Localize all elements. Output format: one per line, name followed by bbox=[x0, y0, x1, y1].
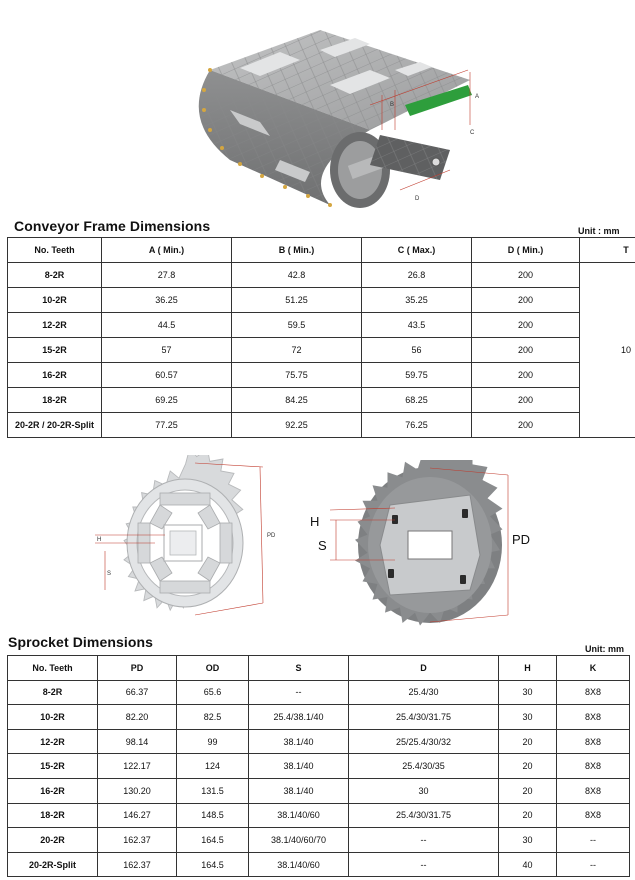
sprocket-front-image bbox=[85, 455, 300, 630]
table-cell: -- bbox=[557, 828, 630, 853]
dim-label-c: C bbox=[470, 130, 475, 136]
table-cell: 38.1/40 bbox=[249, 729, 349, 754]
header-cell: H bbox=[499, 656, 557, 681]
table-cell: 36.25 bbox=[102, 288, 232, 313]
teeth-cell: 18-2R bbox=[8, 388, 102, 413]
table-cell: 38.1/40/60 bbox=[249, 852, 349, 877]
table-cell: 82.5 bbox=[177, 705, 249, 730]
table-cell: 60.57 bbox=[102, 363, 232, 388]
table-cell: 82.20 bbox=[98, 705, 177, 730]
table-cell: 131.5 bbox=[177, 778, 249, 803]
table-cell: 200 bbox=[472, 338, 580, 363]
header-cell: No. Teeth bbox=[8, 656, 98, 681]
header-cell: No. Teeth bbox=[8, 238, 102, 263]
table-cell: 98.14 bbox=[98, 729, 177, 754]
frame-section-title: Conveyor Frame Dimensions bbox=[14, 218, 211, 234]
teeth-cell: 10-2R bbox=[8, 288, 102, 313]
table-cell: 25.4/30/31.75 bbox=[349, 803, 499, 828]
teeth-cell: 18-2R bbox=[8, 803, 98, 828]
table-row bbox=[8, 680, 630, 705]
table-cell: 25.4/30/31.75 bbox=[349, 705, 499, 730]
table-cell: 38.1/40/60 bbox=[249, 803, 349, 828]
table-cell: 146.27 bbox=[98, 803, 177, 828]
table-cell: 124 bbox=[177, 754, 249, 779]
table-row bbox=[8, 263, 635, 288]
table-row bbox=[8, 803, 630, 828]
sprocket-section-title: Sprocket Dimensions bbox=[8, 634, 154, 650]
table-row bbox=[8, 729, 630, 754]
table-cell: 148.5 bbox=[177, 803, 249, 828]
table-cell: 84.25 bbox=[232, 388, 362, 413]
teeth-cell: 10-2R bbox=[8, 705, 98, 730]
teeth-cell: 15-2R bbox=[8, 338, 102, 363]
header-cell: OD bbox=[177, 656, 249, 681]
table-cell: 92.25 bbox=[232, 413, 362, 438]
table-cell: 25/25.4/30/32 bbox=[349, 729, 499, 754]
dim-label-s-small: S bbox=[107, 571, 112, 577]
table-cell: 200 bbox=[472, 263, 580, 288]
dim-label-h-small: H bbox=[97, 537, 102, 543]
table-cell: 44.5 bbox=[102, 313, 232, 338]
table-cell: 51.25 bbox=[232, 288, 362, 313]
table-cell: 8X8 bbox=[557, 680, 630, 705]
table-cell: 25.4/30 bbox=[349, 680, 499, 705]
table-cell: 68.25 bbox=[362, 388, 472, 413]
table-cell: -- bbox=[349, 828, 499, 853]
header-cell: A ( Min.) bbox=[102, 238, 232, 263]
table-cell: 69.25 bbox=[102, 388, 232, 413]
table-cell: 43.5 bbox=[362, 313, 472, 338]
table-cell: 57 bbox=[102, 338, 232, 363]
table-cell: 30 bbox=[499, 680, 557, 705]
table-row bbox=[8, 288, 635, 313]
teeth-cell: 20-2R / 20-2R-Split bbox=[8, 413, 102, 438]
table-row bbox=[8, 313, 635, 338]
table-cell: 162.37 bbox=[98, 852, 177, 877]
teeth-cell: 16-2R bbox=[8, 778, 98, 803]
table-cell: 76.25 bbox=[362, 413, 472, 438]
table-row bbox=[8, 778, 630, 803]
teeth-cell: 15-2R bbox=[8, 754, 98, 779]
table-cell: 200 bbox=[472, 413, 580, 438]
sprocket-unit-label: Unit: mm bbox=[585, 644, 624, 654]
table-cell: -- bbox=[349, 852, 499, 877]
frame-dimensions-table bbox=[7, 237, 635, 438]
conveyor-belt-image bbox=[170, 10, 490, 220]
table-cell: -- bbox=[557, 852, 630, 877]
teeth-cell: 12-2R bbox=[8, 729, 98, 754]
table-cell: 56 bbox=[362, 338, 472, 363]
table-row bbox=[8, 413, 635, 438]
teeth-cell: 16-2R bbox=[8, 363, 102, 388]
teeth-cell: 8-2R bbox=[8, 680, 98, 705]
table-cell: 200 bbox=[472, 288, 580, 313]
dim-label-pd-small: PD bbox=[267, 533, 276, 539]
table-cell: 20 bbox=[499, 729, 557, 754]
header-cell: T bbox=[580, 238, 635, 263]
table-row bbox=[8, 338, 635, 363]
table-cell: 77.25 bbox=[102, 413, 232, 438]
table-cell: 42.8 bbox=[232, 263, 362, 288]
table-row bbox=[8, 388, 635, 413]
table-cell: 122.17 bbox=[98, 754, 177, 779]
dim-label-s: S bbox=[318, 538, 327, 553]
table-cell: 164.5 bbox=[177, 852, 249, 877]
header-cell: PD bbox=[98, 656, 177, 681]
table-cell: 30 bbox=[499, 828, 557, 853]
table-row bbox=[8, 705, 630, 730]
table-cell: 38.1/40/60/70 bbox=[249, 828, 349, 853]
table-cell: 35.25 bbox=[362, 288, 472, 313]
table-cell: 130.20 bbox=[98, 778, 177, 803]
dim-label-h: H bbox=[310, 514, 320, 529]
table-row bbox=[8, 828, 630, 853]
table-cell: 27.8 bbox=[102, 263, 232, 288]
dim-label-d: D bbox=[415, 196, 420, 202]
table-cell: 8X8 bbox=[557, 778, 630, 803]
table-cell: 8X8 bbox=[557, 803, 630, 828]
table-cell: 20 bbox=[499, 778, 557, 803]
dim-label-b: B bbox=[390, 102, 395, 108]
table-cell: 200 bbox=[472, 313, 580, 338]
table-cell: 200 bbox=[472, 388, 580, 413]
dim-label-a: A bbox=[475, 94, 480, 100]
table-cell: 8X8 bbox=[557, 705, 630, 730]
teeth-cell: 20-2R-Split bbox=[8, 852, 98, 877]
dim-label-pd: PD bbox=[512, 532, 531, 547]
sprocket-back-image bbox=[300, 460, 545, 630]
table-header-row bbox=[8, 656, 630, 681]
sprocket-dimensions-table bbox=[7, 655, 630, 877]
table-header-row bbox=[8, 238, 635, 263]
table-cell: 59.75 bbox=[362, 363, 472, 388]
table-row bbox=[8, 363, 635, 388]
table-cell: 66.37 bbox=[98, 680, 177, 705]
table-cell: 65.6 bbox=[177, 680, 249, 705]
table-cell: 200 bbox=[472, 363, 580, 388]
header-cell: B ( Min.) bbox=[232, 238, 362, 263]
table-cell: 8X8 bbox=[557, 729, 630, 754]
header-cell: C ( Max.) bbox=[362, 238, 472, 263]
table-cell: 25.4/30/35 bbox=[349, 754, 499, 779]
table-cell: 30 bbox=[499, 705, 557, 730]
table-cell: 20 bbox=[499, 754, 557, 779]
table-cell: 40 bbox=[499, 852, 557, 877]
teeth-cell: 20-2R bbox=[8, 828, 98, 853]
table-cell: 75.75 bbox=[232, 363, 362, 388]
teeth-cell: 8-2R bbox=[8, 263, 102, 288]
table-cell: 164.5 bbox=[177, 828, 249, 853]
table-cell: 38.1/40 bbox=[249, 778, 349, 803]
table-row bbox=[8, 852, 630, 877]
table-cell: 99 bbox=[177, 729, 249, 754]
table-cell: 25.4/38.1/40 bbox=[249, 705, 349, 730]
header-cell: D ( Min.) bbox=[472, 238, 580, 263]
table-cell: -- bbox=[249, 680, 349, 705]
table-cell: 72 bbox=[232, 338, 362, 363]
table-cell: 20 bbox=[499, 803, 557, 828]
header-cell: K bbox=[557, 656, 630, 681]
table-cell: 8X8 bbox=[557, 754, 630, 779]
table-cell: 38.1/40 bbox=[249, 754, 349, 779]
table-cell: 59.5 bbox=[232, 313, 362, 338]
table-row bbox=[8, 754, 630, 779]
header-cell: D bbox=[349, 656, 499, 681]
table-cell: 162.37 bbox=[98, 828, 177, 853]
table-cell: 26.8 bbox=[362, 263, 472, 288]
teeth-cell: 12-2R bbox=[8, 313, 102, 338]
header-cell: S bbox=[249, 656, 349, 681]
t-value-cell: 10 bbox=[580, 263, 635, 438]
table-cell: 30 bbox=[349, 778, 499, 803]
frame-unit-label: Unit : mm bbox=[578, 226, 620, 236]
